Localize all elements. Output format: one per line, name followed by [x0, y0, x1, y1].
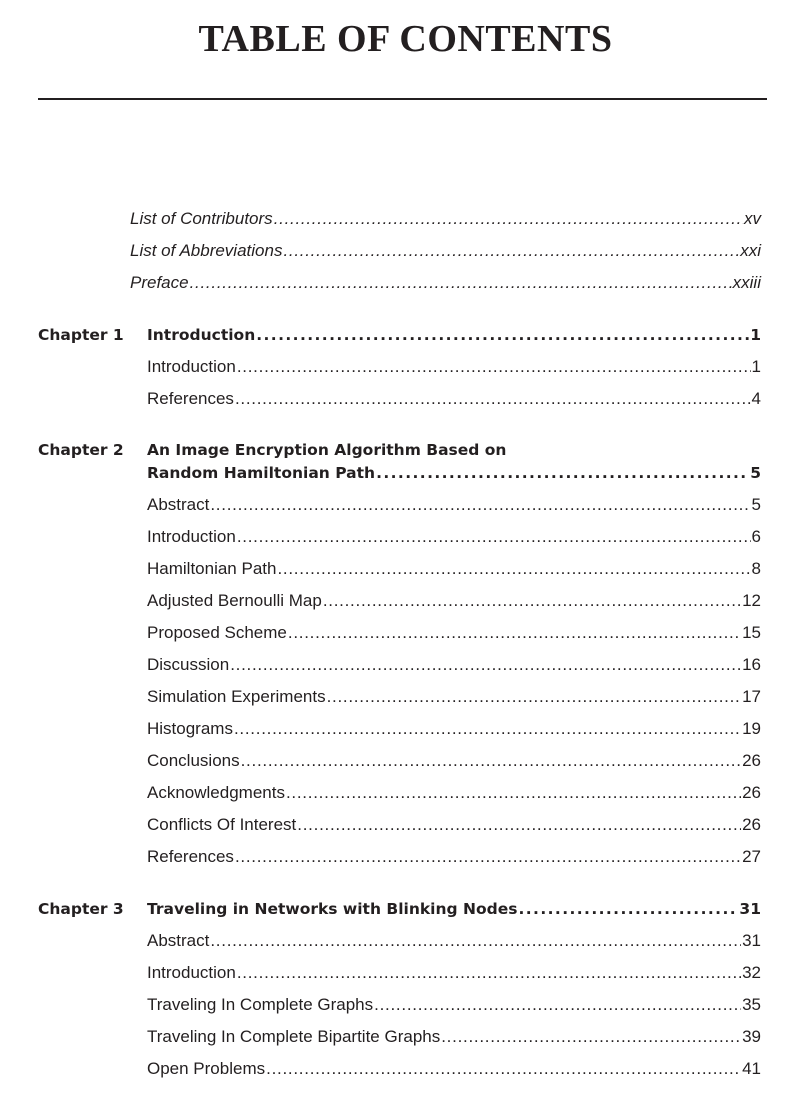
dot-leader	[230, 653, 741, 677]
dot-leader	[441, 1025, 741, 1049]
toc-entry-label: Traveling In Complete Graphs	[147, 995, 374, 1014]
toc-entry-page: 39	[742, 1027, 761, 1046]
toc-entry[interactable]	[147, 845, 761, 869]
dot-leader	[376, 461, 749, 485]
toc-entry-page: 32	[742, 963, 761, 982]
dot-leader	[210, 929, 741, 953]
chapter-page: 31	[739, 900, 761, 918]
toc-chapter-2-heading[interactable]	[147, 461, 761, 485]
toc-entry-label: Preface	[130, 273, 189, 292]
toc-entry-label: Adjusted Bernoulli Map	[147, 591, 322, 610]
chapter-title: Random Hamiltonian Path	[147, 464, 376, 482]
chapter-title: Traveling in Networks with Blinking Nodes	[147, 900, 518, 918]
dot-leader	[286, 781, 741, 805]
toc-entry-page: 26	[742, 783, 761, 802]
dot-leader	[235, 845, 741, 869]
toc-entry-label: Abstract	[147, 495, 210, 514]
chapter-label: Chapter 3	[38, 900, 124, 918]
toc-entry[interactable]	[147, 961, 761, 985]
toc-entry-page: 19	[742, 719, 761, 738]
dot-leader	[277, 557, 750, 581]
toc-entry-preface[interactable]	[130, 271, 761, 295]
dot-leader	[256, 323, 749, 347]
toc-entry[interactable]	[147, 621, 761, 645]
chapter-page: 5	[750, 464, 761, 482]
dot-leader	[235, 387, 751, 411]
toc-entry-label: Acknowledgments	[147, 783, 285, 802]
toc-entry-page: xxi	[740, 241, 761, 260]
toc-entry-label: Traveling In Complete Bipartite Graphs	[147, 1027, 441, 1046]
dot-leader	[237, 525, 751, 549]
toc-entry[interactable]	[147, 685, 761, 709]
toc-entry-label: Discussion	[147, 655, 230, 674]
toc-entry-label: List of Contributors	[130, 209, 273, 228]
toc-entry[interactable]	[147, 749, 761, 773]
dot-leader	[237, 961, 741, 985]
toc-entry-page: 16	[742, 655, 761, 674]
toc-entry-page: 26	[742, 815, 761, 834]
toc-entry-list-of-abbreviations[interactable]	[130, 239, 761, 263]
dot-leader	[210, 493, 750, 517]
chapter-title-line1[interactable]: An Image Encryption Algorithm Based on	[147, 441, 507, 459]
toc-entry-label: Conclusions	[147, 751, 240, 770]
toc-entry-page: 1	[751, 357, 761, 376]
toc-chapter-1-heading[interactable]	[147, 323, 761, 347]
toc-entry-label: References	[147, 389, 234, 408]
page-title: TABLE OF CONTENTS	[198, 18, 613, 60]
toc-entry-page: 27	[742, 847, 761, 866]
dot-leader	[237, 355, 751, 379]
toc-entry-page: 12	[742, 591, 761, 610]
toc-entry-label: Hamiltonian Path	[147, 559, 277, 578]
dot-leader	[297, 813, 741, 837]
toc-entry-label: Introduction	[147, 357, 236, 376]
toc-entry[interactable]	[147, 387, 761, 411]
toc-entry[interactable]	[147, 717, 761, 741]
toc-entry[interactable]	[147, 993, 761, 1017]
toc-entry-label: References	[147, 847, 234, 866]
toc-entry-label: Histograms	[147, 719, 233, 738]
toc-entry[interactable]	[147, 781, 761, 805]
toc-entry-page: 17	[742, 687, 761, 706]
toc-entry[interactable]	[147, 493, 761, 517]
dot-leader	[283, 239, 739, 263]
toc-entry-label: Introduction	[147, 527, 236, 546]
dot-leader	[323, 589, 741, 613]
toc-entry-page: 15	[742, 623, 761, 642]
toc-entry-page: 8	[751, 559, 761, 578]
dot-leader	[288, 621, 741, 645]
chapter-label: Chapter 1	[38, 326, 124, 344]
toc-entry-label: Simulation Experiments	[147, 687, 326, 706]
toc-entry[interactable]	[147, 525, 761, 549]
toc-entry[interactable]	[147, 1025, 761, 1049]
dot-leader	[327, 685, 742, 709]
toc-entry-list-of-contributors[interactable]	[130, 207, 761, 231]
toc-entry-label: Proposed Scheme	[147, 623, 287, 642]
toc-entry-label: Introduction	[147, 963, 236, 982]
toc-entry[interactable]	[147, 355, 761, 379]
toc-entry-page: 5	[751, 495, 761, 514]
toc-entry-label: Conflicts Of Interest	[147, 815, 297, 834]
dot-leader	[241, 749, 741, 773]
dot-leader	[274, 207, 743, 231]
toc-entry-label: List of Abbreviations	[130, 241, 283, 260]
toc-entry[interactable]	[147, 929, 761, 953]
toc-entry-page: xxiii	[732, 273, 761, 292]
toc-entry-page: 26	[742, 751, 761, 770]
toc-entry-page: 41	[742, 1059, 761, 1078]
toc-entry[interactable]	[147, 557, 761, 581]
title-rule	[38, 98, 767, 100]
toc-entry-page: 6	[751, 527, 761, 546]
toc-entry[interactable]	[147, 1057, 761, 1081]
dot-leader	[374, 993, 741, 1017]
dot-leader	[190, 271, 732, 295]
toc-entry[interactable]	[147, 589, 761, 613]
dot-leader	[234, 717, 741, 741]
chapter-title: Introduction	[147, 326, 256, 344]
toc-entry-page: 35	[742, 995, 761, 1014]
toc-entry-page: 4	[751, 389, 761, 408]
chapter-label: Chapter 2	[38, 441, 124, 459]
dot-leader	[518, 897, 738, 921]
toc-entry-page: xv	[744, 209, 761, 228]
toc-chapter-3-heading[interactable]	[147, 897, 761, 921]
toc-entry[interactable]	[147, 813, 761, 837]
toc-entry-label: Abstract	[147, 931, 210, 950]
toc-entry-label: Open Problems	[147, 1059, 266, 1078]
toc-entry[interactable]	[147, 653, 761, 677]
toc-entry-page: 31	[742, 931, 761, 950]
chapter-page: 1	[750, 326, 761, 344]
dot-leader	[266, 1057, 741, 1081]
